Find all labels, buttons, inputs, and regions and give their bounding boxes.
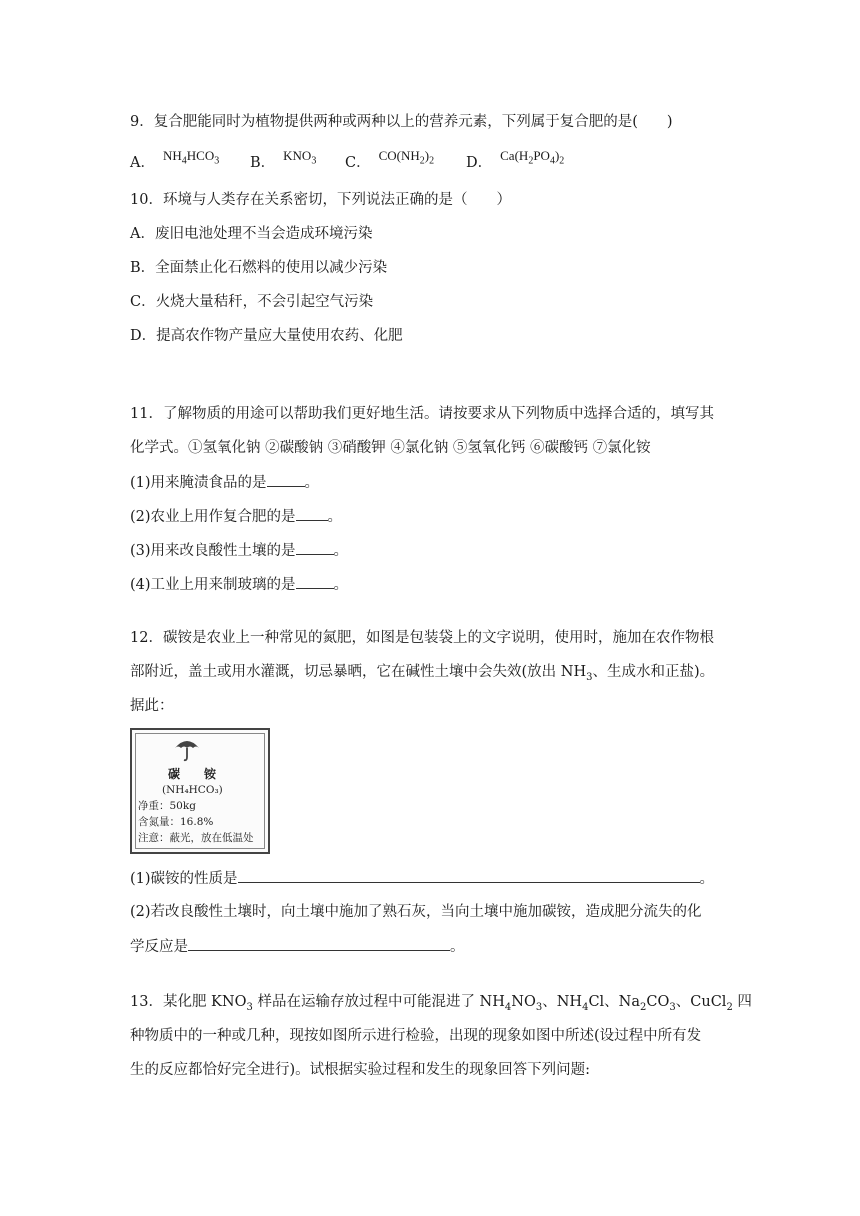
q10-option-b: B．全面禁止化石燃料的使用以减少污染 xyxy=(130,260,388,276)
q13-stem-line1: 13．某化肥 $KNO_3$ 样品在运输存放过程中可能混进了 $NH_4NO_3$、$NH_4Cl$、$Na_2CO_3$、CuCl$_2$ 四 xyxy=(130,994,752,1013)
q12-part1: (1)碳铵的性质是 。 xyxy=(130,868,714,889)
label-formula: (NH₄HCO₃) xyxy=(162,784,223,796)
q13-stem-line3: 生的反应都恰好完全进行)。试根据实验过程和发生的现象回答下列问题: xyxy=(130,1062,591,1078)
q10-option-c: C．火烧大量秸秆，不会引起空气污染 xyxy=(130,294,374,310)
label-nitrogen-content: 含氮量：16.8% xyxy=(138,816,214,828)
q11-part3: (3)用来改良酸性土壤的是 。 xyxy=(130,540,348,561)
q11-part1: (1)用来腌渍食品的是 。 xyxy=(130,472,319,493)
q12-stem-line1: 12．碳铵是农业上一种常见的氮肥，如图是包装袋上的文字说明，使用时，施加在农作物根 xyxy=(130,630,714,646)
q9-option-d-formula: $Ca(H_2PO_4)_2$ xyxy=(500,148,565,167)
q10-option-a: A．废旧电池处理不当会造成环境污染 xyxy=(130,226,373,242)
q11-part4: (4)工业上用来制玻璃的是 。 xyxy=(130,574,348,595)
q9-option-b: B． $KNO_3$ xyxy=(250,148,317,171)
q12-stem-line2: 部附近，盖土或用水灌溉，切忌暴晒，它在碱性土壤中会失效(放出 $NH_3$、生成水和正盐)。 xyxy=(130,664,715,683)
q9-option-c-formula: $CO(NH_2)_2$ xyxy=(378,148,435,167)
label-net-weight: 净重：50kg xyxy=(138,800,196,812)
answer-blank xyxy=(296,574,334,589)
answer-blank xyxy=(188,936,450,951)
q9-option-a-formula: $NH_4HCO_3$ xyxy=(162,148,220,167)
q9-option-b-formula: $KNO_3$ xyxy=(283,148,317,167)
q9-option-d: D． $Ca(H_2PO_4)_2$ xyxy=(466,148,565,171)
q9-option-a: A． $NH_4HCO_3$ xyxy=(130,148,220,171)
label-product-name: 碳 铵 xyxy=(168,767,217,781)
label-caution-note: 注意：蔽光，放在低温处 xyxy=(138,832,254,844)
q13-stem-line2: 种物质中的一种或几种，现按如图所示进行检验，出现的现象如图中所述(设过程中所有发 xyxy=(130,1028,702,1044)
answer-blank xyxy=(296,506,328,521)
q11-stem-line2: 化学式。①氢氧化钠 ②碳酸钠 ③硝酸钾 ④氯化钠 ⑤氢氧化钙 ⑥碳酸钙 ⑦氯化铵 xyxy=(130,440,651,456)
q11-stem-line1: 11．了解物质的用途可以帮助我们更好地生活。请按要求从下列物质中选择合适的，填写其 xyxy=(130,406,714,422)
q10-option-d: D．提高农作物产量应大量使用农药、化肥 xyxy=(130,328,403,344)
fertilizer-package-label xyxy=(130,728,270,854)
umbrella-icon xyxy=(172,736,202,762)
q12-stem-line3: 据此： xyxy=(130,698,174,714)
q11-part2: (2)农业上用作复合肥的是 。 xyxy=(130,506,342,527)
q9-stem: 9．复合肥能同时为植物提供两种或两种以上的营养元素，下列属于复合肥的是( ) xyxy=(130,114,673,130)
answer-blank xyxy=(267,472,305,487)
q9-option-c: C． $CO(NH_2)_2$ xyxy=(345,148,435,171)
answer-blank xyxy=(296,540,334,555)
q12-part2-line2: 学反应是 。 xyxy=(130,936,465,957)
q10-stem: 10．环境与人类存在关系密切，下列说法正确的是（ ） xyxy=(130,192,511,208)
q9-options xyxy=(130,148,565,179)
answer-blank xyxy=(238,868,700,883)
q12-part2-line1: (2)若改良酸性土壤时，向土壤中施加了熟石灰，当向土壤中施加碳铵，造成肥分流失的化 xyxy=(130,904,702,920)
